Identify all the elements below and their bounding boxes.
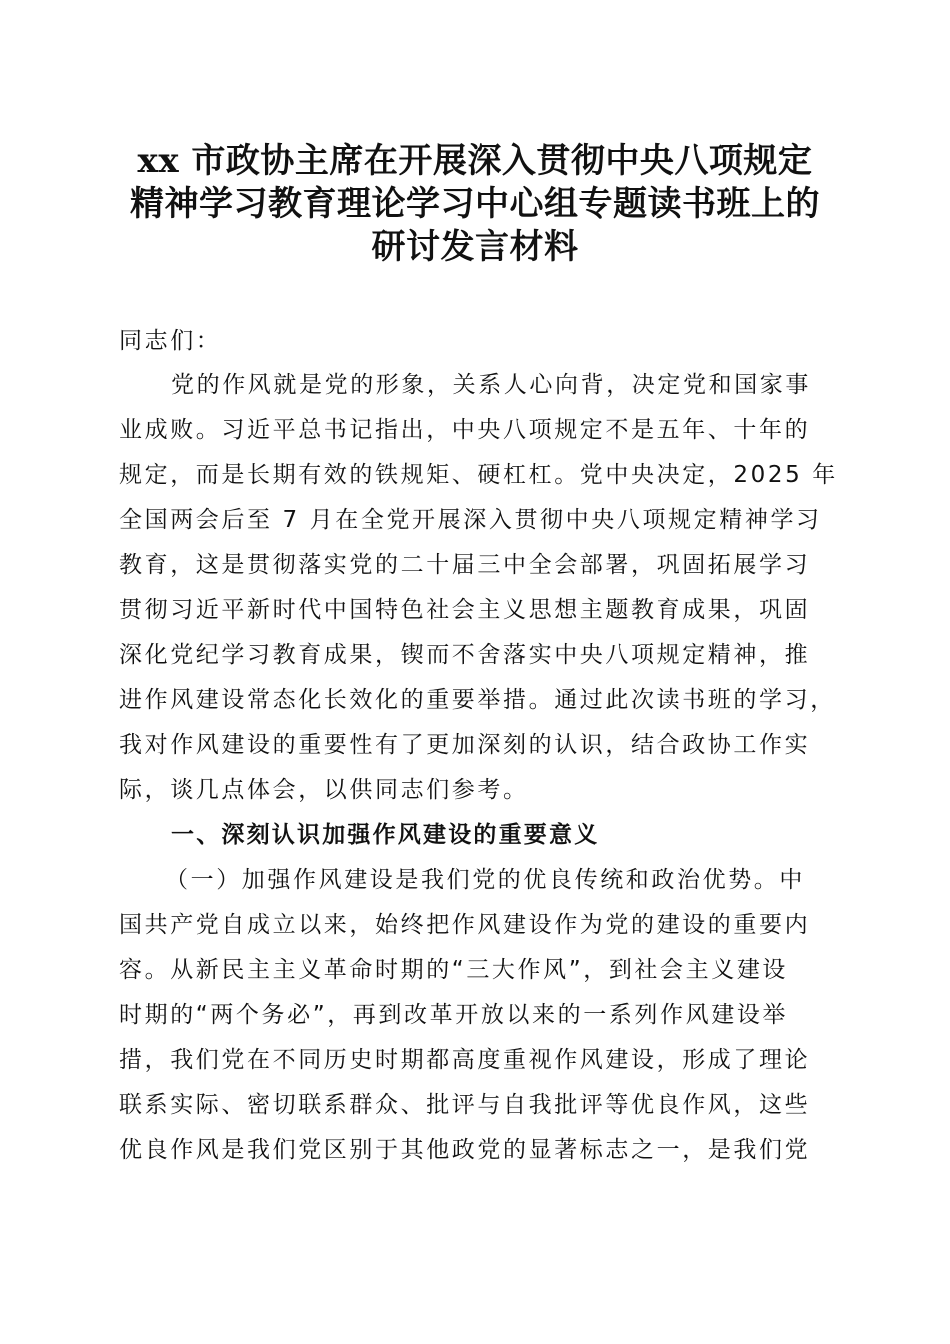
paragraph-line: 联系实际、密切联系群众、批评与自我批评等优良作风，这些 xyxy=(119,1092,811,1118)
paragraph-line: （一）加强作风建设是我们党的优良传统和政治优势。中 xyxy=(165,867,805,893)
paragraph-line: 业成败。习近平总书记指出，中央八项规定不是五年、十年的 xyxy=(119,417,811,443)
paragraph-line: 进作风建设常态化长效化的重要举措。通过此次读书班的学习， xyxy=(119,687,836,713)
paragraph-line: 措，我们党在不同历史时期都高度重视作风建设，形成了理论 xyxy=(119,1047,811,1073)
paragraph-line: 规定，而是长期有效的铁规矩、硬杠杠。党中央决定，2025 年 xyxy=(119,462,838,488)
paragraph-line: 我对作风建设的重要性有了更加深刻的认识，结合政协工作实 xyxy=(119,732,811,758)
paragraph-line: 全国两会后至 7 月在全党开展深入贯彻中央八项规定精神学习 xyxy=(119,507,822,533)
salutation: 同志们： xyxy=(119,328,222,354)
paragraph-line: 党的作风就是党的形象，关系人心向背，决定党和国家事 xyxy=(171,372,811,398)
paragraph-line: 时期的“两个务必”，再到改革开放以来的一系列作风建设举 xyxy=(119,1002,789,1028)
title-line: xx 市政协主席在开展深入贯彻中央八项规定 xyxy=(137,141,813,181)
paragraph-line: 贯彻习近平新时代中国特色社会主义思想主题教育成果，巩固 xyxy=(119,597,811,623)
paragraph-line: 优良作风是我们党区别于其他政党的显著标志之一，是我们党 xyxy=(119,1137,811,1163)
paragraph-line: 容。从新民主主义革命时期的“三大作风”，到社会主义建设 xyxy=(119,957,789,983)
document-title xyxy=(100,140,850,269)
title-line: 研讨发言材料 xyxy=(371,227,579,267)
title-line: 精神学习教育理论学习中心组专题读书班上的 xyxy=(130,184,820,224)
paragraph-line: 教育，这是贯彻落实党的二十届三中全会部署，巩固拓展学习 xyxy=(119,552,811,578)
section-heading: 一、深刻认识加强作风建设的重要意义 xyxy=(171,822,600,848)
paragraph-line: 际，谈几点体会，以供同志们参考。 xyxy=(119,777,529,803)
paragraph-line: 国共产党自成立以来，始终把作风建设作为党的建设的重要内 xyxy=(119,912,811,938)
paragraph-line: 深化党纪学习教育成果，锲而不舍落实中央八项规定精神，推 xyxy=(119,642,811,668)
